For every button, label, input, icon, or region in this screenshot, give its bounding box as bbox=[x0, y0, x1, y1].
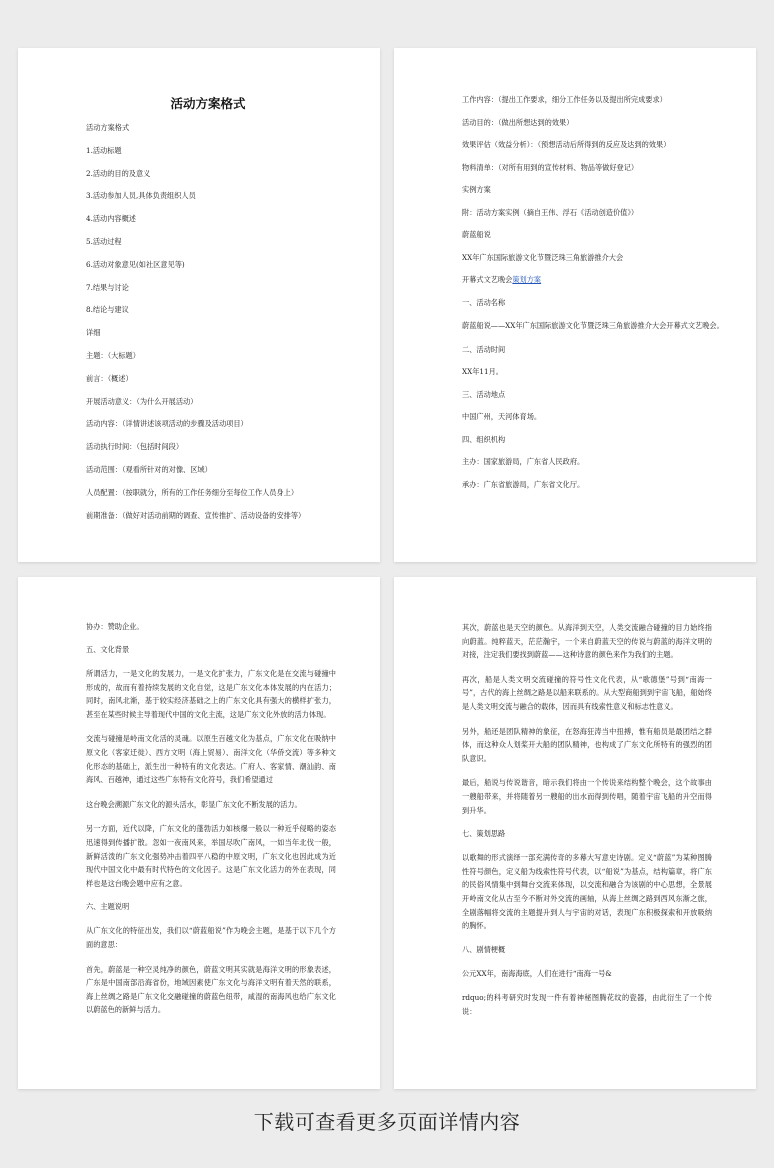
text-line: 7.结果与讨论 bbox=[86, 282, 129, 292]
text-line: 效果评估（效益分析）：（预想活动后所得到的反应及达到的效果） bbox=[462, 140, 671, 149]
text-line: 3.活动参加人员,具体负责组织人员 bbox=[86, 191, 196, 201]
text-line: 主题：（大标题） bbox=[86, 350, 140, 360]
text-line: 活动目的：（做出所想达到的效果） bbox=[462, 117, 574, 127]
text-line: 5.活动过程 bbox=[86, 236, 122, 246]
document-page-1 bbox=[18, 48, 380, 562]
text-line: 蔚蓝船说 bbox=[462, 230, 491, 239]
text-paragraph: 再次，船是人类文明交流碰撞的符号性文化代表，从“歌德堡”号到“南海一号”，古代的海上丝绸之路是以船来联系的。从大型商船到到宇宙飞船，船始终是人类文明交流与融合的载体，因而具有线索性意义和标志性意义。 bbox=[462, 674, 712, 711]
text-paragraph: 从广东文化的特征出发，我们以“蔚蓝船说”作为晚会主题，是基于以下几个方面的意思： bbox=[86, 926, 336, 949]
text-line-with-link bbox=[462, 274, 726, 285]
text-line: 详细 bbox=[86, 328, 101, 338]
text-paragraph: 首先，蔚蓝是一种空灵纯净的颜色，蔚蓝文明其实就是海洋文明的形象表述，广东是中国南部沿海省份，地域因素使广东文化与海洋文明有着天然的联系，海上丝绸之路是广东文化交融碰撞的蔚蓝色纽带，咸湿的南海风也给广东文化以蔚蓝色的新鲜与活力。 bbox=[86, 964, 336, 1015]
text-line: 8.结论与建议 bbox=[86, 305, 129, 315]
text-paragraph: 交流与碰撞是岭南文化活的灵魂。以原生百越文化为基点，广东文化在吸纳中原文化（客家迁徙）、西方文明（海上贸易）、南洋文化（华侨交流）等多种文化形态的基础上，派生出一种特有的文化表达。广府人、客家情、潮汕韵、南海风、百越神，通过这些广东特有文化符号，我们希望通过 bbox=[86, 734, 336, 785]
section-heading: 六、主题说明 bbox=[86, 902, 130, 912]
section-heading: 五、文化背景 bbox=[86, 645, 130, 654]
text-line: 6.活动对象意见(如社区意见等) bbox=[86, 259, 185, 269]
text-line: 实例方案 bbox=[462, 185, 491, 194]
section-heading: 八、剧情梗概 bbox=[462, 944, 506, 954]
section-heading: 七、策划思路 bbox=[462, 829, 506, 839]
text-line: 活动范围：（观看所针对的对像、区域） bbox=[86, 464, 212, 474]
text-line: 前期准备：（做好对活动前期的调查、宣传推扩、活动设备的安排等） bbox=[86, 510, 306, 520]
text-line: 承办：广东省旅游局，广东省文化厅。 bbox=[462, 479, 585, 489]
text-line: 附：活动方案实例（摘自王伟、浮石《活动创造价值》） bbox=[462, 207, 639, 217]
text-line: XX年11月。 bbox=[462, 367, 503, 376]
text-line: 2.活动的目的及意义 bbox=[86, 168, 151, 178]
download-more-caption: 下载可查看更多页面详情内容 bbox=[253, 1110, 521, 1134]
text-line: 主办：国家旅游局，广东省人民政府。 bbox=[462, 457, 585, 466]
section-heading: 三、活动地点 bbox=[462, 389, 506, 399]
plan-link[interactable]: 策划方案 bbox=[512, 275, 542, 284]
text-line: 协办：赞助企业。 bbox=[86, 622, 144, 631]
text-line: 活动执行时间：（包括时间段） bbox=[86, 442, 184, 452]
text-line: 中国广州，天河体育场。 bbox=[462, 412, 542, 421]
document-page-3 bbox=[18, 577, 380, 1089]
text-paragraph: 其次，蔚蓝也是天空的颜色。从海洋到天空，人类交流融合碰撞的目力始终指向蔚蓝。纯粹蓝天，茫茫瀚宇，一个来自蔚蓝天空的传说与蔚蓝的海洋文明的对接，注定我们要找到蔚蓝——这种诗意的颜色来作为我们的主题。 bbox=[462, 623, 712, 660]
text-line: 4.活动内容概述 bbox=[86, 214, 136, 224]
text-paragraph: 最后，船说与传说谐音，暗示我们将由一个传说来结构整个晚会，这个故事由一艘船带来，并将随着另一艘船的出水而得到传唱，随着宇宙飞船的升空而得到升华。 bbox=[462, 778, 712, 815]
text-line: 物料清单：（对所有用到的宣传材料、物品等做好登记） bbox=[462, 162, 639, 172]
text-line: 开展活动意义：（为什么开展活动） bbox=[86, 396, 198, 406]
text-paragraph: 所谓活力，一是文化的发展力，一是文化扩张力，广东文化是在交流与碰撞中形成的，故而有着持续发展的文化自觉，这是广东文化本体发展的内在活力；同时，南风北渐，基于较实经济基础之上的广东文化具有强大的横样扩张力，甚至在某些时候主导着现代中国的文化主流，这是广东文化外放的活力体现。 bbox=[86, 669, 336, 719]
text-paragraph: 另一方面，近代以降，广东文化的蓬勃活力如核爆一般以一种近乎侵略的姿态迅速得到传播扩散。忽如一夜南风来，举国尽吹广南风，一如当年北伐一般，新鲜活泼的广东文化强势冲击着四平八稳的中原文明，广东文化也因此成为近现代中国文化中最有时代特色的文化因子。这是广东文化活力的外在表现，同样也是这台晚会题中应有之意。 bbox=[86, 824, 336, 888]
text-line: XX年广东国际旅游文化节暨泛珠三角旅游推介大会 bbox=[462, 252, 624, 262]
text-line: 人员配置：（按职就分，所有的工作任务细分至每位工作人员身上） bbox=[86, 487, 299, 497]
document-page-4 bbox=[394, 577, 756, 1089]
text-paragraph: 公元XX年，南海海底，人们在进行“南海一号& bbox=[462, 968, 612, 978]
text-paragraph: rdquo;的科考研究时发现一件有着神秘图腾花纹的瓷器，由此衍生了一个传说： bbox=[462, 993, 712, 1016]
section-heading: 一、活动名称 bbox=[462, 297, 506, 307]
text-line: 工作内容：（提出工作要求，细分工作任务以及提出所完成要求） bbox=[462, 95, 667, 104]
section-heading: 二、活动时间 bbox=[462, 344, 506, 354]
text-line: 活动内容：（详情讲述该项活动的步骤及活动项目） bbox=[86, 419, 248, 429]
section-heading: 四、组织机构 bbox=[462, 434, 506, 444]
text-line: 1.活动标题 bbox=[86, 145, 122, 155]
text-paragraph: 这台晚会溯源广东文化的源头活水，彰显广东文化不断发展的活力。 bbox=[86, 799, 302, 809]
text-paragraph: 另外，船还是团队精神的象征，在怒海狂涛当中扭搏，惟有船员是最团结之群体，而这种众人划桨开大船的团队精神，也构成了广东文化所特有的强烈的团队意识。 bbox=[462, 726, 712, 763]
page-title: 活动方案格式 bbox=[170, 96, 246, 111]
text-paragraph: 蔚蓝船说——XX年广东国际旅游文化节暨泛珠三角旅游推介大会开幕式文艺晚会。 bbox=[462, 321, 724, 330]
text-line: 活动方案格式 bbox=[86, 123, 130, 132]
text-segment: 开幕式文艺晚会策划方案 bbox=[462, 275, 542, 284]
text-paragraph: 以歌舞的形式演绎一部充满传奇的多幕大写意史诗剧。定义“蔚蓝”为某种图腾性符号颜色，定义船为线索性符号代表，以“船说”为基点，结构篇章，将广东的民俗风情集中到舞台交流来体现，以交流和融合为该剧的中心思想，全景展开岭南文化从古至今不断对外交流的画轴，从海上丝绸之路到西风东渐之旅，全剧落幅将交流的主题提升到人与宇宙的对话，表现广东积极探索和开放吸纳的胸怀。 bbox=[462, 853, 712, 931]
document-page-2 bbox=[394, 48, 756, 562]
text-line: 前言：（概述） bbox=[86, 373, 133, 383]
